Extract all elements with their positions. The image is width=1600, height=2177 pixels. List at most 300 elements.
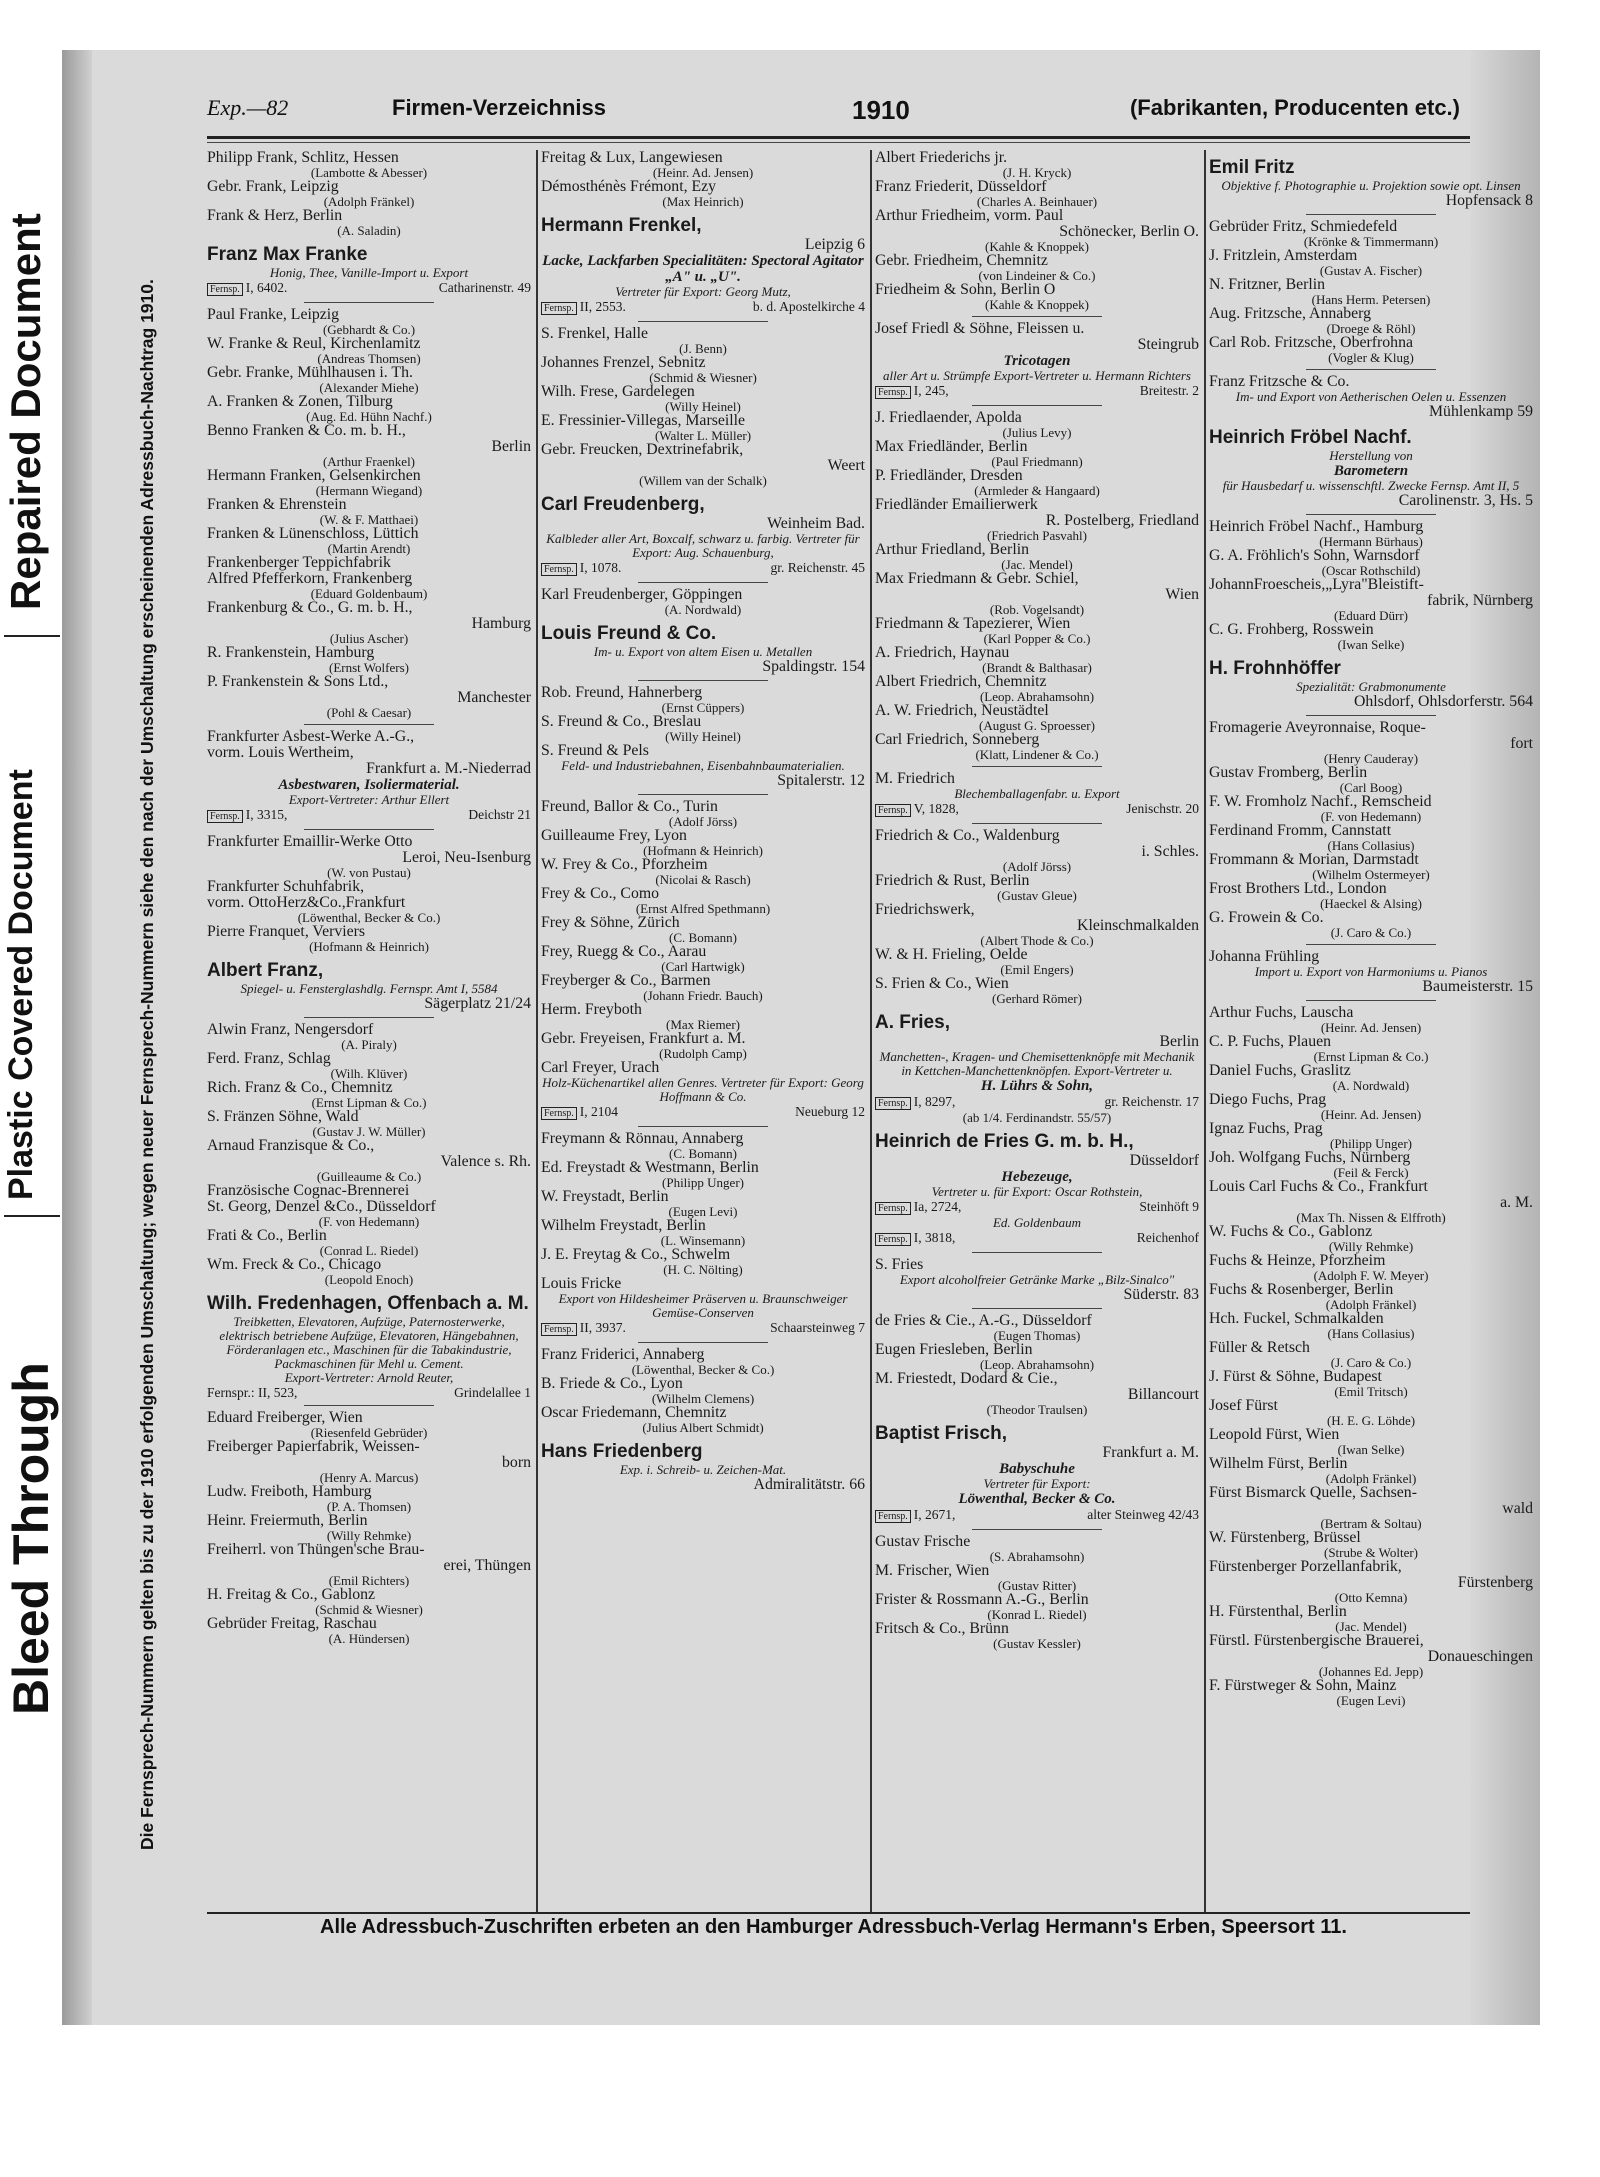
- entry-separator: [304, 1405, 434, 1406]
- footer-rule: [207, 1912, 1470, 1914]
- agent-name: (J. H. Kryck): [1002, 165, 1072, 180]
- firm-name: Eduard Freiberger, Wien: [207, 1409, 363, 1426]
- firm-location: i. Schles.: [1141, 843, 1199, 860]
- firm-specialty: H. Lührs & Sohn,: [980, 1078, 1094, 1094]
- agent-name: (Hofmann & Heinrich): [309, 939, 429, 954]
- fernsprech-badge: Fernsp.: [875, 1510, 911, 1523]
- phone-value: II, 2553.: [579, 299, 626, 314]
- firm-name: Frankfurter Schuhfabrik,: [207, 878, 365, 895]
- phone-value: Fernspr.: II, 523,: [207, 1385, 298, 1400]
- firm-name: Johannes Frenzel, Sebnitz: [541, 354, 706, 371]
- firm-name: Carl Rob. Fritzsche, Oberfrohna: [1209, 334, 1413, 351]
- firm-name: P. Friedländer, Dresden: [875, 467, 1023, 484]
- firm-name: A. Franken & Zonen, Tilburg: [207, 393, 393, 410]
- fernsprech-badge: Fernsp.: [875, 1202, 911, 1215]
- agent-name: (Jac. Mendel): [1001, 557, 1073, 572]
- entry-separator: [304, 302, 434, 303]
- agent-name: (Carl Hartwigk): [661, 959, 745, 974]
- firm-location: Weert: [827, 457, 865, 474]
- firm-name: Frey, Ruegg & Co., Aarau: [541, 943, 707, 960]
- firm-name: Gebrüder Fritz, Schmiedefeld: [1209, 218, 1398, 235]
- firm-name: Frister & Rossmann A.-G., Berlin: [875, 1591, 1089, 1608]
- agent-name: (Paul Friedmann): [991, 454, 1083, 469]
- phone-number: [875, 383, 949, 400]
- agent-name: (Gustav Kessler): [993, 1636, 1081, 1651]
- street-address: Breitestr. 2: [1139, 383, 1199, 398]
- firm-name: P. Frankenstein & Sons Ltd.,: [207, 673, 389, 690]
- firm-name: Frankenburg & Co., G. m. b. H.,: [207, 599, 413, 616]
- directory-column-1: [207, 150, 531, 1912]
- agent-name: (Bertram & Soltau): [1320, 1516, 1422, 1531]
- page-header: [207, 95, 1460, 135]
- street-address: b. d. Apostelkirche 4: [752, 299, 865, 314]
- agent-name: (Gustav A. Fischer): [1319, 263, 1423, 278]
- agent-name: (Andreas Thomsen): [317, 351, 421, 366]
- street-address: gr. Reichenstr. 17: [1104, 1094, 1199, 1109]
- firm-name: Freyberger & Co., Barmen: [541, 972, 711, 989]
- firm-name: Gebr. Freucken, Dextrinefabrik,: [541, 441, 744, 458]
- firm-description: Kalbleder aller Art, Boxcalf, schwarz u. farbig. Vertreter für Export: Aug. Schauenburg,: [546, 531, 860, 560]
- firm-name: Fürst Bismarck Quelle, Sachsen-: [1209, 1484, 1417, 1501]
- firm-location: Weinheim Bad.: [767, 515, 865, 532]
- firm-location: Hopfensack 8: [1445, 192, 1533, 209]
- firm-location: Frankfurt a. M.-Niederrad: [366, 760, 531, 777]
- agent-name: (Krönke & Timmermann): [1303, 234, 1439, 249]
- entry-separator: [972, 405, 1102, 406]
- firm-name: Carl Friedrich, Sonneberg: [875, 731, 1040, 748]
- agent-name: (Julius Ascher): [329, 631, 409, 646]
- agent-name: (Willy Rehmke): [1328, 1239, 1414, 1254]
- entry-separator: [972, 1308, 1102, 1309]
- firm-description: aller Art u. Strümpfe Export-Vertreter u. Hermann Richters: [883, 368, 1191, 383]
- agent-name: (W. von Pustau): [327, 865, 411, 880]
- firm-name: Philipp Frank, Schlitz, Hessen: [207, 150, 399, 166]
- entry-separator: [638, 582, 768, 583]
- phone-value: II, 3937.: [579, 1320, 626, 1335]
- agent-name: (Vogler & Klug): [1328, 350, 1414, 365]
- firm-name: JohannFroescheis,„Lyra"Bleistift-: [1209, 576, 1424, 593]
- firm-description: Feld- und Industriebahnen, Eisenbahnbaumaterialien.: [561, 758, 845, 773]
- agent-name: (Kahle & Knoppek): [985, 297, 1089, 312]
- firm-description: Ed. Goldenbaum: [992, 1215, 1082, 1230]
- page-footer: Alle Adressbuch-Zuschriften erbeten an den Hamburger Adressbuch-Verlag Hermann's Erben, Speersort 11.: [320, 1916, 1347, 1938]
- firm-name: Louis Carl Fuchs & Co., Frankfurt: [1209, 1178, 1428, 1195]
- agent-name: (Carl Boog): [1339, 780, 1403, 795]
- label-repaired-document: Repaired Document: [2, 213, 49, 610]
- firm-name: Heinr. Freiermuth, Berlin: [207, 1512, 368, 1529]
- entry-separator: [304, 1017, 434, 1018]
- street-address: alter Steinweg 42/43: [1087, 1507, 1199, 1522]
- agent-name: (Hermann Wiegand): [315, 483, 423, 498]
- firm-name: Friedrich & Rust, Berlin: [875, 872, 1030, 889]
- agent-name: (Karl Popper & Co.): [983, 631, 1091, 646]
- firm-name: Friedrichswerk,: [875, 901, 975, 918]
- phone-value: V, 1828,: [913, 801, 959, 816]
- firm-location: Hamburg: [471, 615, 531, 632]
- street-address: Catharinenstr. 49: [438, 280, 531, 295]
- firm-name: de Fries & Cie., A.-G., Düsseldorf: [875, 1312, 1092, 1329]
- agent-name: (Guilleaume & Co.): [316, 1169, 422, 1184]
- agent-name: (Henry A. Marcus): [319, 1470, 419, 1485]
- firm-heading: Albert Franz,: [207, 960, 324, 981]
- agent-name: (Oscar Rothschild): [1321, 563, 1421, 578]
- agent-name: (J. Caro & Co.): [1330, 925, 1412, 940]
- phone-number: [207, 1385, 297, 1400]
- firm-name: Freymann & Rönnau, Annaberg: [541, 1130, 744, 1147]
- firm-description: Vertreter für Export:: [983, 1476, 1091, 1491]
- firm-name: S. Frien & Co., Wien: [875, 975, 1009, 992]
- firm-location: Fürstenberg: [1457, 1574, 1533, 1591]
- firm-location: Berlin: [491, 438, 531, 455]
- firm-name: W. Freystadt, Berlin: [541, 1188, 669, 1205]
- agent-name: (S. Abrahamsohn): [989, 1549, 1085, 1564]
- agent-name: (A. Nordwald): [1332, 1078, 1410, 1093]
- firm-name: Frost Brothers Ltd., London: [1209, 880, 1387, 897]
- firm-heading: Carl Freudenberg,: [541, 494, 705, 515]
- firm-location: R. Postelberg, Friedland: [1045, 512, 1199, 529]
- agent-name: (Hans Collasius): [1327, 838, 1415, 853]
- street-address: Grindelallee 1: [454, 1385, 531, 1400]
- firm-address: [207, 1385, 531, 1400]
- firm-location: Schönecker, Berlin O.: [1059, 223, 1199, 240]
- agent-name: (Eduard Goldenbaum): [310, 586, 428, 601]
- fernsprech-badge: Fernsp.: [875, 804, 911, 817]
- firm-heading: Baptist Frisch,: [875, 1423, 1007, 1444]
- firm-name: Démosthénès Frémont, Ezy: [541, 178, 717, 195]
- entry-separator: [972, 1529, 1102, 1530]
- firm-name: Hch. Fuckel, Schmalkalden: [1209, 1310, 1384, 1327]
- annotation-label-strip: [0, 50, 62, 2000]
- firm-name: A. W. Friedrich, Neustädtel: [875, 702, 1049, 719]
- firm-address: [875, 801, 1199, 818]
- agent-name: (Albert Thode & Co.): [980, 933, 1094, 948]
- agent-name: (Adolph F. W. Meyer): [1313, 1268, 1429, 1283]
- firm-specialty: Barometern: [1333, 463, 1409, 479]
- firm-name: F. W. Fromholz Nachf., Remscheid: [1209, 793, 1432, 810]
- entry-separator: [1306, 1000, 1436, 1001]
- firm-description: Spezialität: Grabmonumente: [1296, 679, 1446, 694]
- firm-name: J. Fürst & Söhne, Budapest: [1209, 1368, 1382, 1385]
- fernsprech-badge: Fernsp.: [541, 1107, 577, 1120]
- agent-name: (Johannes Ed. Jepp): [1318, 1664, 1424, 1679]
- firm-name: Franken & Lünenschloss, Lüttich: [207, 525, 419, 542]
- agent-name: (Heinr. Ad. Jensen): [652, 165, 754, 180]
- entry-separator: [638, 321, 768, 322]
- firm-name: Französische Cognac-Brennerei: [207, 1182, 410, 1199]
- firm-name: Ed. Freystadt & Westmann, Berlin: [541, 1159, 759, 1176]
- agent-name: (Max Th. Nissen & Elffroth): [1296, 1210, 1446, 1225]
- phone-number: [541, 299, 626, 316]
- firm-name: Gebr. Friedheim, Chemnitz: [875, 252, 1048, 269]
- firm-name: Oscar Friedemann, Chemnitz: [541, 1404, 727, 1421]
- directory-column-3: [875, 150, 1199, 1912]
- firm-name: Wilhelm Fürst, Berlin: [1209, 1455, 1348, 1472]
- firm-name: Gebr. Franke, Mühlhausen i. Th.: [207, 364, 413, 381]
- agent-name: (Theodor Traulsen): [986, 1402, 1088, 1417]
- agent-name: (F. von Hedemann): [1320, 809, 1422, 824]
- firm-location: fabrik, Nürnberg: [1427, 592, 1533, 609]
- agent-name: (Wilhelm Ostermeyer): [1312, 867, 1430, 882]
- firm-location: erei, Thüngen: [443, 1557, 531, 1574]
- firm-location: Leipzig 6: [804, 236, 865, 253]
- agent-name: (Leop. Abrahamsohn): [979, 689, 1095, 704]
- firm-location: Steingrub: [1137, 336, 1199, 353]
- firm-name: Frankfurter Emaillir-Werke Otto: [207, 833, 413, 850]
- phone-number: [875, 1199, 961, 1216]
- fernsprech-badge: Fernsp.: [207, 283, 243, 296]
- firm-name: Albert Friederichs jr.: [875, 150, 1008, 166]
- firm-description: Export von Hildesheimer Präserven u. Braunschweiger Gemüse-Conserven: [558, 1291, 848, 1320]
- agent-name: (Aug. Ed. Hühn Nachf.): [306, 409, 432, 424]
- label-separator: [4, 1215, 60, 1217]
- agent-name: (Rudolph Camp): [659, 1046, 747, 1061]
- firm-name: Rich. Franz & Co., Chemnitz: [207, 1079, 393, 1096]
- entry-separator: [1306, 944, 1436, 945]
- firm-name: S. Frenkel, Halle: [541, 325, 649, 342]
- agent-name: (von Lindeiner & Co.): [978, 268, 1096, 283]
- firm-name: Rob. Freund, Hahnerberg: [541, 684, 703, 701]
- agent-name: (A. Piraly): [341, 1037, 397, 1052]
- firm-name: Freiherrl. von Thüngen'sche Brau-: [207, 1541, 425, 1558]
- firm-description: Vertreter für Export: Georg Mutz,: [615, 284, 791, 299]
- phone-number: [541, 1104, 618, 1121]
- firm-name: M. Friedrich: [875, 770, 955, 787]
- firm-location: Wien: [1165, 586, 1199, 603]
- firm-name: J. Fritzlein, Amsterdam: [1209, 247, 1358, 264]
- street-address: Jenischstr. 20: [1126, 801, 1199, 816]
- firm-name: Wm. Freck & Co., Chicago: [207, 1256, 382, 1273]
- firm-description: Honig, Thee, Vanille-Import u. Export: [269, 265, 469, 280]
- firm-name: Fromagerie Aveyronnaise, Roque-: [1209, 719, 1426, 736]
- agent-name: (Eduard Dürr): [1334, 608, 1408, 623]
- label-bleed-through: Bleed Through: [3, 1362, 59, 1715]
- agent-name: (Schmid & Wiesner): [315, 1602, 423, 1617]
- agent-name: (Adolf Jörss): [668, 814, 738, 829]
- firm-name: Fuchs & Rosenberger, Berlin: [1209, 1281, 1394, 1298]
- firm-name: Max Friedländer, Berlin: [875, 438, 1028, 455]
- firm-location: Admiralitätstr. 66: [753, 1476, 865, 1493]
- firm-location: Sägerplatz 21/24: [424, 995, 531, 1012]
- entry-separator: [304, 724, 434, 725]
- phone-value: I, 8297,: [913, 1094, 956, 1109]
- firm-location: Berlin: [1159, 1033, 1199, 1050]
- entry-separator: [1306, 369, 1436, 370]
- firm-name: vorm. Louis Wertheim,: [207, 744, 354, 761]
- agent-name: (Nicolai & Rasch): [655, 872, 751, 887]
- firm-location: Leroi, Neu-Isenburg: [402, 849, 531, 866]
- agent-name: (Iwan Selke): [1337, 637, 1405, 652]
- agent-name: (Gebhardt & Co.): [322, 322, 416, 337]
- page-gutter: [62, 50, 92, 2025]
- firm-description: Manchetten-, Kragen- und Chemisettenknöpfe mit Mechanik in Kettchen-Manchettenknöpfen. Export-Vertreter u.: [879, 1049, 1195, 1078]
- agent-name: (Gustav J. W. Müller): [312, 1124, 426, 1139]
- firm-location: fort: [1510, 735, 1533, 752]
- agent-name: (Eugen Thomas): [993, 1328, 1081, 1343]
- agent-name: (Adolph Fränkel): [1325, 1471, 1417, 1486]
- phone-value: I, 2671,: [913, 1507, 956, 1522]
- firm-name: Alfred Pfefferkorn, Frankenberg: [207, 570, 413, 587]
- firm-name: Ferdinand Fromm, Cannstatt: [1209, 822, 1392, 839]
- agent-name: (Kahle & Knoppek): [985, 239, 1089, 254]
- firm-name: Gebr. Freyeisen, Frankfurt a. M.: [541, 1030, 746, 1047]
- firm-description: Herstellung von: [1329, 448, 1413, 463]
- phone-value: I, 3315,: [245, 807, 288, 822]
- column-rule: [1204, 150, 1206, 1912]
- agent-name: (J. Benn): [679, 341, 727, 356]
- agent-name: (A. Nordwald): [664, 602, 742, 617]
- agent-name: (Feil & Ferck): [1333, 1165, 1409, 1180]
- firm-name: Gebrüder Freitag, Raschau: [207, 1615, 377, 1632]
- firm-name: Herm. Freyboth: [541, 1001, 642, 1018]
- phone-value: I, 3818,: [913, 1230, 956, 1245]
- firm-name: Hermann Franken, Gelsenkirchen: [207, 467, 421, 484]
- firm-name: W. Franke & Reul, Kirchenlamitz: [207, 335, 421, 352]
- firm-specialty: Tricotagen: [1003, 353, 1071, 369]
- agent-name: (Löwenthal, Becker & Co.): [297, 910, 441, 925]
- agent-name: (Philipp Unger): [662, 1175, 744, 1190]
- firm-description: Im- und Export von Aetherischen Oelen u. Essenzen: [1235, 389, 1507, 404]
- agent-name: (Johann Friedr. Bauch): [643, 988, 763, 1003]
- firm-name: Fürstl. Fürstenbergische Brauerei,: [1209, 1632, 1424, 1649]
- column-rule: [870, 150, 872, 1912]
- firm-name: Franz Friederit, Düsseldorf: [875, 178, 1047, 195]
- firm-name: Joh. Wolfgang Fuchs, Nürnberg: [1209, 1149, 1411, 1166]
- firm-name: W. Frey & Co., Pforzheim: [541, 856, 708, 873]
- agent-name: (Konrad L. Riedel): [987, 1607, 1087, 1622]
- fernsprech-badge: Fernsp.: [875, 1233, 911, 1246]
- phone-number: [207, 280, 287, 297]
- agent-name: (Ernst Cüppers): [661, 700, 745, 715]
- firm-name: Josef Fürst: [1209, 1397, 1278, 1414]
- agent-name: (Jac. Mendel): [1335, 1619, 1407, 1634]
- firm-name: Aug. Fritzsche, Annaberg: [1209, 305, 1372, 322]
- label-plastic-covered-document: Plastic Covered Document: [2, 769, 40, 1200]
- agent-name: (Otto Kemna): [1334, 1590, 1408, 1605]
- firm-name: Gebr. Frank, Leipzig: [207, 178, 339, 195]
- entry-separator: [638, 794, 768, 795]
- phone-number: [875, 1094, 955, 1111]
- firm-name: Ferd. Franz, Schlag: [207, 1050, 331, 1067]
- agent-name: (Droege & Röhl): [1326, 321, 1416, 336]
- phone-number: [541, 1320, 626, 1337]
- fernsprech-badge: Fernsp.: [541, 563, 577, 576]
- agent-name: (Haeckel & Alsing): [1320, 896, 1422, 911]
- column-rule: [536, 150, 538, 1912]
- agent-name: (J. Caro & Co.): [1330, 1355, 1412, 1370]
- page-subtitle: (Fabrikanten, Producenten etc.): [1129, 95, 1460, 120]
- fernsprech-badge: Fernsp.: [875, 386, 911, 399]
- firm-location: Kleinschmalkalden: [1077, 917, 1199, 934]
- firm-address: [875, 1094, 1199, 1111]
- page-title: Firmen-Verzeichniss: [392, 95, 606, 120]
- agent-name: (Hermann Bürhaus): [1319, 534, 1423, 549]
- firm-name: Fürstenberger Porzellanfabrik,: [1209, 1558, 1402, 1575]
- entry-separator: [1306, 514, 1436, 515]
- firm-description: für Hausbedarf u. wissenschftl. Zwecke Fernsp. Amt II, 5: [1222, 478, 1520, 493]
- firm-description: Exp. i. Schreib- u. Zeichen-Mat.: [619, 1462, 787, 1477]
- firm-description: Import u. Export von Harmoniums u. Pianos: [1254, 964, 1488, 979]
- agent-name: (Ernst Lipman & Co.): [1313, 1049, 1429, 1064]
- firm-location: Spaldingstr. 154: [762, 658, 865, 675]
- entry-separator: [638, 1126, 768, 1127]
- phone-number: [207, 807, 287, 824]
- firm-name: Paul Franke, Leipzig: [207, 306, 340, 323]
- firm-name: J. E. Freytag & Co., Schwelm: [541, 1246, 731, 1263]
- agent-name: (Julius Levy): [1002, 425, 1072, 440]
- entry-separator: [972, 823, 1102, 824]
- agent-name: (Iwan Selke): [1337, 1442, 1405, 1457]
- agent-name: (Julius Albert Schmidt): [642, 1420, 764, 1435]
- firm-name: Frati & Co., Berlin: [207, 1227, 327, 1244]
- firm-name: A. Friedrich, Haynau: [875, 644, 1010, 661]
- agent-name: (Willy Rehmke): [326, 1528, 412, 1543]
- agent-name: (H. E. G. Löhde): [1326, 1413, 1416, 1428]
- agent-name: (Walter L. Müller): [654, 428, 752, 443]
- firm-name: Fritsch & Co., Brünn: [875, 1620, 1009, 1637]
- firm-name: Arthur Fuchs, Lauscha: [1209, 1004, 1354, 1021]
- entry-separator: [1306, 214, 1436, 215]
- agent-name: (Hans Collasius): [1327, 1326, 1415, 1341]
- fernsprech-badge: Fernsp.: [207, 810, 243, 823]
- directory-column-4: [1209, 150, 1533, 1912]
- entry-separator: [972, 316, 1102, 317]
- agent-name: (Conrad L. Riedel): [319, 1243, 419, 1258]
- firm-name: E. Fressinier-Villegas, Marseille: [541, 412, 746, 429]
- firm-specialty: Löwenthal, Becker & Co.: [958, 1491, 1116, 1507]
- firm-address: [875, 1507, 1199, 1524]
- agent-name: (Brandt & Balthasar): [982, 660, 1092, 675]
- agent-name: (Strube & Wolter): [1323, 1545, 1419, 1560]
- phone-number: [875, 801, 959, 818]
- firm-name: Leopold Fürst, Wien: [1209, 1426, 1340, 1443]
- agent-name: (Schmid & Wiesner): [649, 370, 757, 385]
- firm-description: Export-Vertreter: Arnold Reuter,: [284, 1370, 454, 1385]
- firm-heading: H. Frohnhöffer: [1209, 658, 1341, 679]
- firm-heading: Heinrich Fröbel Nachf.: [1209, 427, 1412, 448]
- firm-name: Frankfurter Asbest-Werke A.-G.,: [207, 728, 415, 745]
- firm-address: [541, 1104, 865, 1121]
- entry-separator: [972, 766, 1102, 767]
- firm-name: Alwin Franz, Nengersdorf: [207, 1021, 374, 1038]
- agent-name: (Adolph Fränkel): [1325, 1297, 1417, 1312]
- firm-name: Fuchs & Heinze, Pforzheim: [1209, 1252, 1386, 1269]
- agent-name: (Eugen Levi): [668, 1204, 738, 1219]
- page-number: Exp.—82: [207, 95, 289, 120]
- firm-name: Louis Fricke: [541, 1275, 622, 1292]
- firm-heading: Heinrich de Fries G. m. b. H.,: [875, 1131, 1134, 1152]
- firm-location: Valence s. Rh.: [440, 1153, 531, 1170]
- firm-name: Daniel Fuchs, Graslitz: [1209, 1062, 1351, 1079]
- firm-description: Blechemballagenfabr. u. Export: [954, 786, 1120, 801]
- firm-name: Gustav Fromberg, Berlin: [1209, 764, 1368, 781]
- agent-name: (ab 1/4. Ferdinandstr. 55/57): [962, 1110, 1112, 1125]
- agent-name: (P. A. Thomsen): [326, 1499, 412, 1514]
- agent-name: (Pohl & Caesar): [326, 705, 412, 720]
- firm-heading: Hermann Frenkel,: [541, 215, 702, 236]
- firm-description: Treibketten, Elevatoren, Aufzüge, Paternosterwerke, elektrisch betriebene Aufzüge, Elevatoren, Hängebahnen, Förderanlagen etc., Maschinen für die Tabakindustrie, Packmaschinen für Mehl u. Cement.: [219, 1314, 519, 1371]
- agent-name: (Heinr. Ad. Jensen): [1320, 1020, 1422, 1035]
- agent-name: (Emil Tritsch): [1334, 1384, 1408, 1399]
- firm-location: born: [502, 1454, 531, 1471]
- firm-heading: Wilh. Fredenhagen, Offenbach a. M.: [207, 1293, 529, 1314]
- firm-name: Füller & Retsch: [1209, 1339, 1310, 1356]
- street-address: gr. Reichenstr. 45: [770, 560, 865, 575]
- agent-name: (C. Bomann): [669, 1146, 737, 1161]
- firm-heading: Hans Friedenberg: [541, 1441, 703, 1462]
- firm-name: St. Georg, Denzel &Co., Düsseldorf: [207, 1198, 436, 1215]
- firm-name: H. Fürstenthal, Berlin: [1209, 1603, 1347, 1620]
- agent-name: (Lambotte & Abesser): [310, 165, 428, 180]
